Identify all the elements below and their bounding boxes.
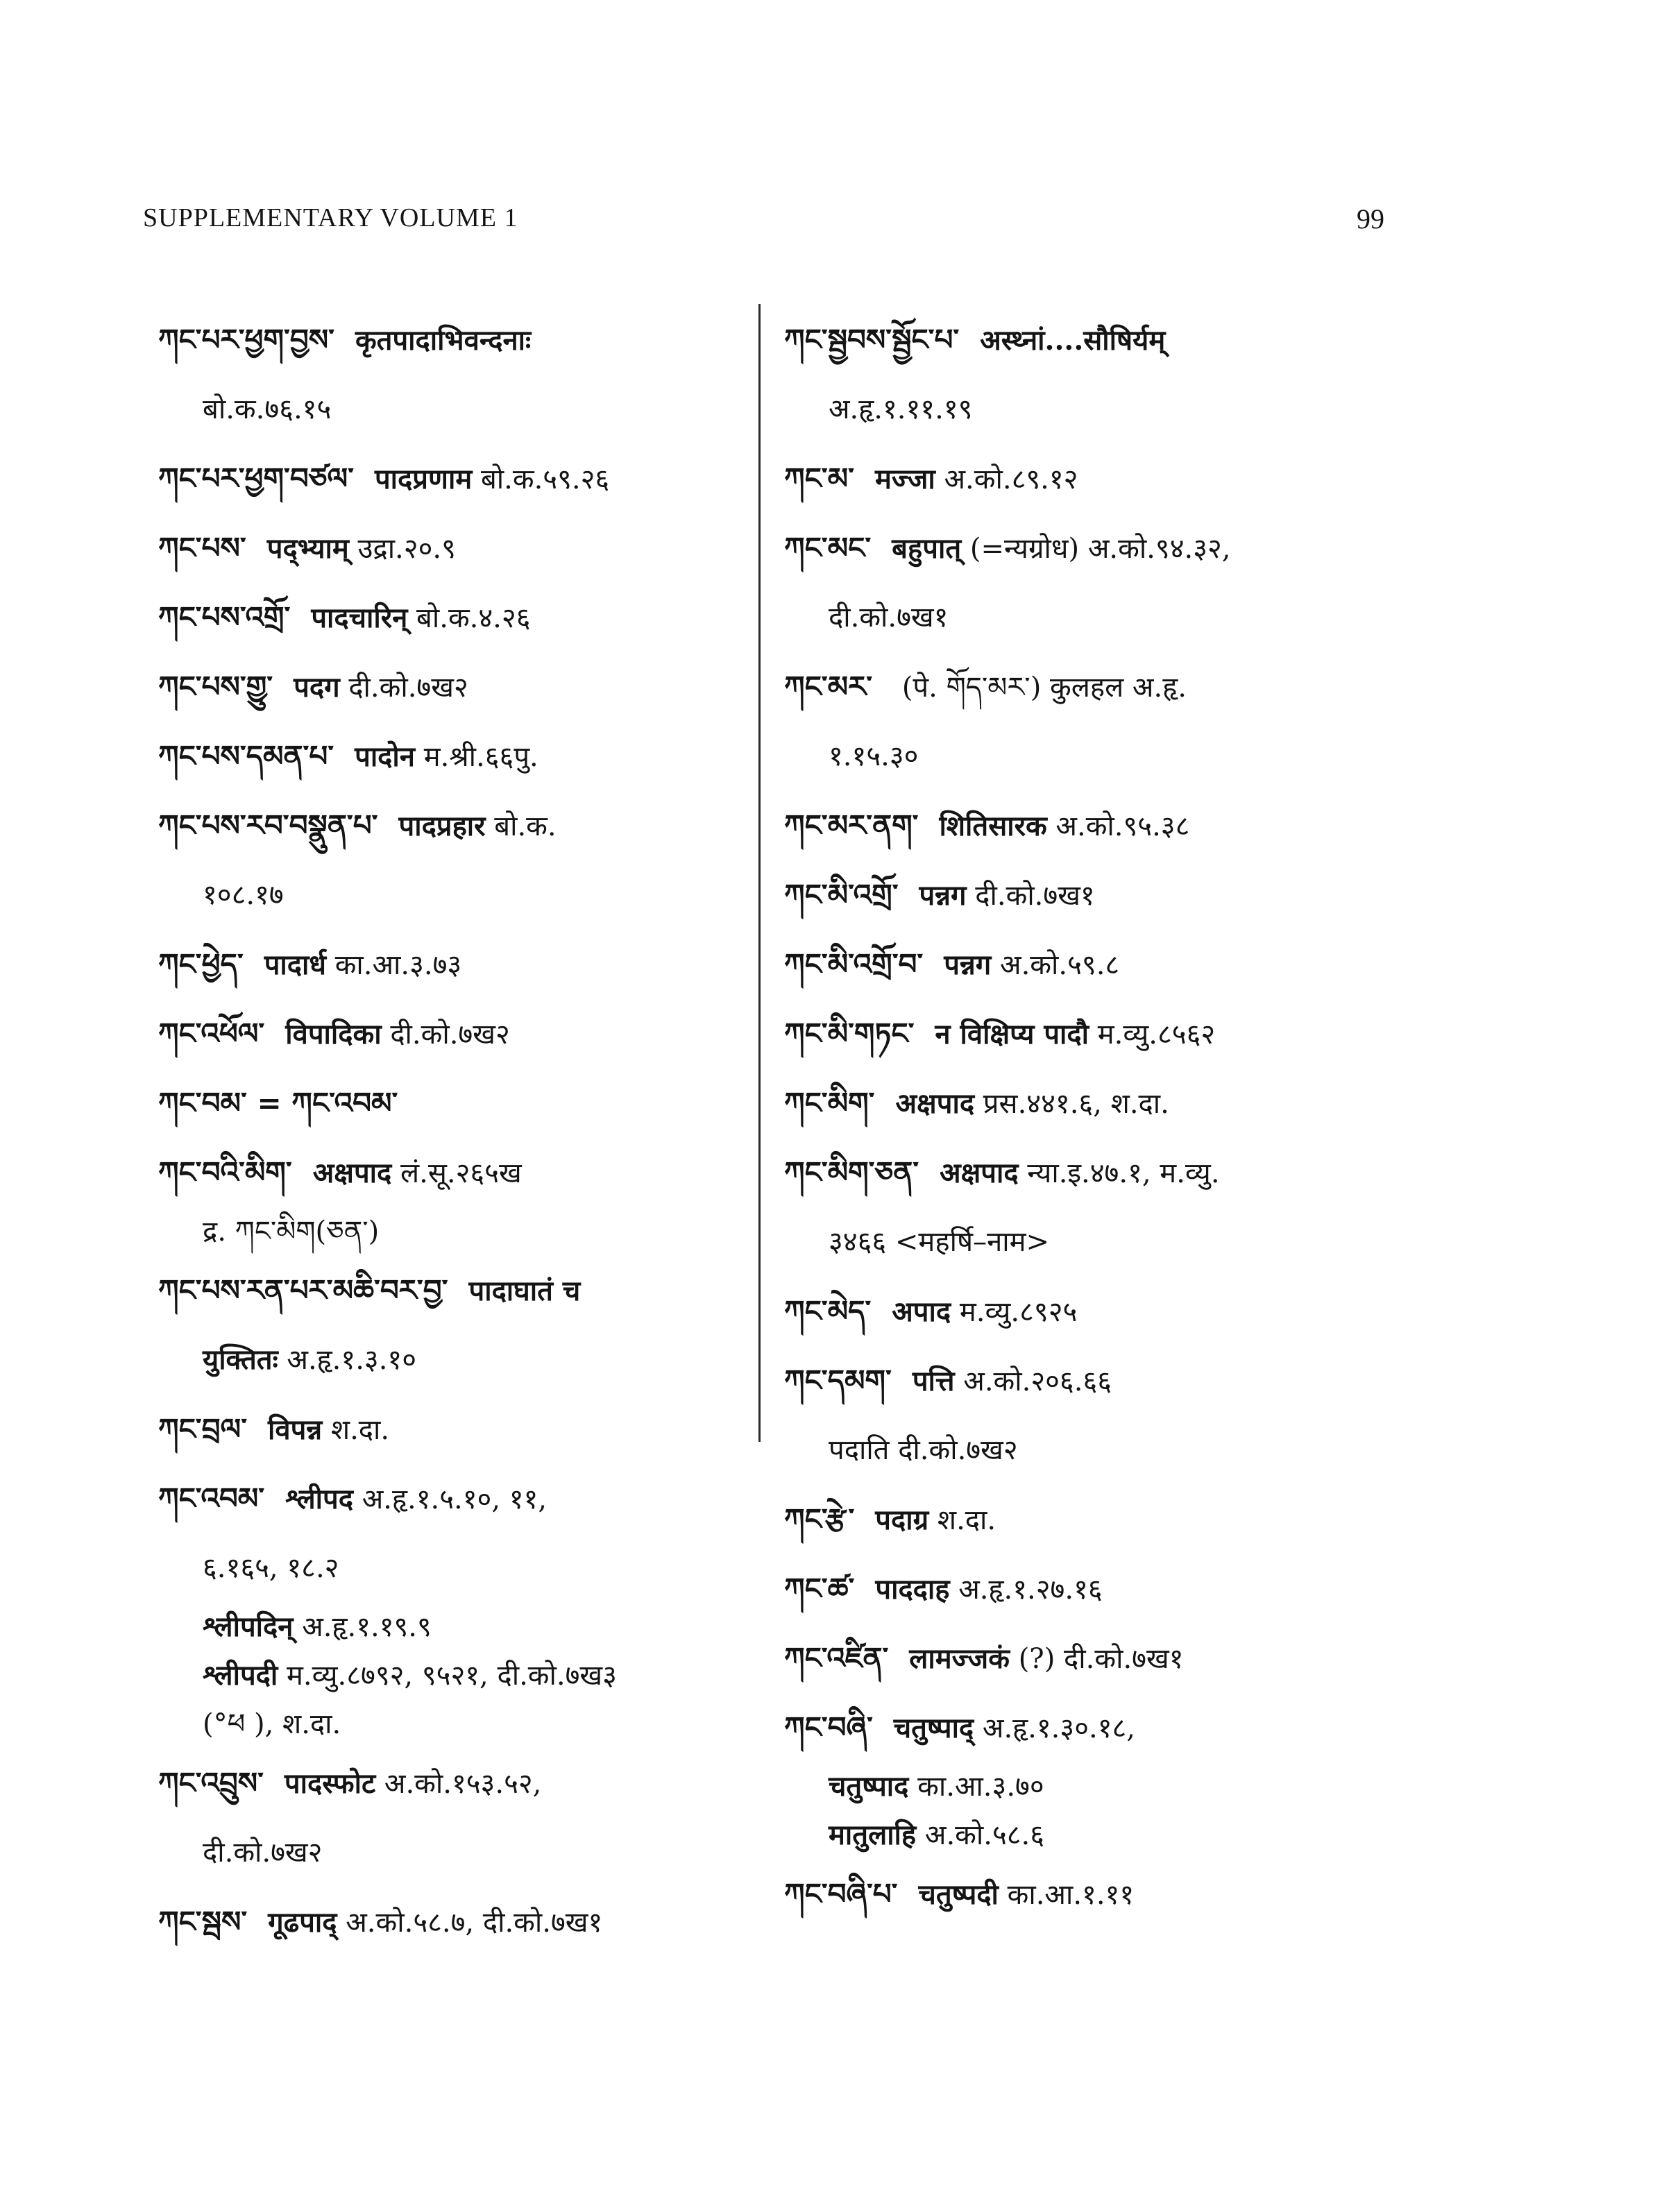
tibetan-headword: ཀང་པས་རབ་བསྣུན་པ་ bbox=[158, 808, 378, 842]
entry-line bbox=[784, 930, 1409, 999]
dictionary-entry bbox=[784, 791, 1409, 860]
sanskrit-equivalent: विपादिका bbox=[285, 1018, 382, 1050]
dictionary-entry bbox=[158, 1395, 762, 1464]
source-reference: अ.हृ.१.३.१० bbox=[287, 1344, 417, 1376]
source-reference: (?) दी.को.७ख१ bbox=[1018, 1643, 1184, 1675]
source-reference: अ.हृ.१.११.१९ bbox=[829, 393, 973, 425]
dictionary-entry bbox=[158, 1138, 762, 1256]
source-reference: अ.को.८९.१२ bbox=[944, 463, 1078, 495]
entry-line bbox=[158, 305, 762, 375]
sanskrit-equivalent: विपन्न bbox=[268, 1413, 323, 1446]
sanskrit-equivalent: पाददाह bbox=[875, 1573, 950, 1606]
sanskrit-equivalent: चतुष्पदी bbox=[918, 1878, 999, 1911]
source-reference: दी.को.७ख१ bbox=[975, 880, 1095, 912]
entry-line bbox=[784, 1624, 1409, 1693]
entry-line bbox=[784, 1485, 1409, 1554]
sanskrit-equivalent: लामज्जकं bbox=[909, 1642, 1010, 1675]
source-reference: उद्रा.२०.९ bbox=[357, 533, 456, 565]
sanskrit-equivalent: अक्षपाद bbox=[312, 1157, 392, 1189]
page-number: 99 bbox=[1357, 203, 1384, 235]
tibetan-headword: ཀང་སྦས་ bbox=[158, 1905, 248, 1939]
source-reference: अ.को.१५३.५२, bbox=[384, 1768, 542, 1800]
entry-continuation bbox=[784, 1207, 1409, 1277]
dictionary-entry bbox=[158, 1464, 762, 1749]
dictionary-entry bbox=[158, 791, 762, 930]
tibetan-headword: ཀང་མེད་ bbox=[784, 1294, 872, 1328]
sanskrit-equivalent: अक्षपाद bbox=[895, 1087, 975, 1120]
entry-continuation bbox=[784, 1415, 1409, 1485]
dictionary-entry bbox=[158, 1887, 762, 1957]
entry-continuation bbox=[158, 1603, 762, 1651]
entry-continuation bbox=[158, 1818, 762, 1887]
tibetan-headword: ཀང་ཚ་ bbox=[784, 1572, 855, 1606]
entry-line bbox=[158, 1749, 762, 1818]
entry-line bbox=[784, 444, 1409, 513]
tibetan-headword: ཀང་ཕྱེད་ bbox=[158, 947, 244, 981]
entry-line bbox=[784, 305, 1409, 375]
sanskrit-equivalent: पत्ति bbox=[912, 1365, 955, 1397]
tibetan-headword: ཀང་པས་འགྲོ་ bbox=[158, 600, 291, 634]
tibetan-headword: ཀང་མིག་ཅན་ bbox=[784, 1155, 919, 1189]
dictionary-entry bbox=[158, 652, 762, 722]
sanskrit-equivalent: गूढपाद् bbox=[268, 1906, 337, 1939]
entry-line bbox=[158, 999, 762, 1069]
column-divider bbox=[758, 304, 761, 1442]
source-reference: अ.हृ.१.५.१०, ११, bbox=[362, 1483, 548, 1515]
dictionary-entry bbox=[158, 1749, 762, 1887]
entry-continuation bbox=[158, 1325, 762, 1395]
source-reference: बो.क.४.२६ bbox=[416, 602, 531, 634]
entry-continuation bbox=[158, 375, 762, 444]
source-reference: का.आ.१.११ bbox=[1007, 1879, 1135, 1911]
entry-line bbox=[158, 791, 762, 860]
source-reference: बो.क.७६.१५ bbox=[203, 393, 332, 425]
source-reference: दी.को.७ख२ bbox=[203, 1837, 323, 1869]
entry-continuation bbox=[158, 1700, 762, 1749]
tibetan-headword: ཀང་མར་ bbox=[784, 670, 873, 704]
sanskrit-equivalent: पादस्फोट bbox=[284, 1767, 376, 1800]
tibetan-headword: ཀང་བྲལ་ bbox=[158, 1412, 248, 1446]
sanskrit-equivalent: मातुलाहि bbox=[829, 1819, 917, 1851]
sanskrit-equivalent: पादचारिन् bbox=[311, 602, 408, 634]
sanskrit-equivalent: पादप्रहार bbox=[398, 810, 486, 842]
sanskrit-equivalent: पादाघातं च bbox=[468, 1275, 581, 1307]
dictionary-entry bbox=[784, 999, 1409, 1069]
source-reference: का.आ.३.७३ bbox=[334, 949, 462, 981]
source-reference: दी.को.७ख२ bbox=[348, 672, 468, 704]
tibetan-headword: ཀང་དམག་ bbox=[784, 1363, 892, 1397]
source-reference: दी.को.७ख२ bbox=[390, 1019, 510, 1050]
dictionary-entry bbox=[784, 1485, 1409, 1554]
source-reference: प्रस.४४१.६, श.दा. bbox=[983, 1088, 1169, 1120]
entry-line bbox=[784, 791, 1409, 860]
tibetan-headword: ཀང་འབམ་ bbox=[158, 1481, 265, 1515]
entry-line bbox=[158, 1887, 762, 1957]
tibetan-headword: ཀང་བཞི་པ་ bbox=[784, 1877, 898, 1911]
source-reference: बो.क. bbox=[494, 810, 557, 842]
entry-line bbox=[158, 722, 762, 791]
dictionary-entry bbox=[158, 930, 762, 999]
entry-line bbox=[784, 1693, 1409, 1762]
dictionary-entry bbox=[784, 1860, 1409, 1929]
dictionary-entry bbox=[784, 1554, 1409, 1624]
dictionary-entry bbox=[784, 1624, 1409, 1693]
sanskrit-equivalent: अक्षपाद bbox=[940, 1157, 1019, 1189]
tibetan-headword: ཀང་མིག་ bbox=[784, 1086, 875, 1120]
source-reference: १०८.१७ bbox=[203, 879, 284, 911]
source-reference: दी.को.७ख१ bbox=[829, 602, 949, 633]
entry-continuation bbox=[158, 1651, 762, 1700]
dictionary-entry bbox=[158, 722, 762, 791]
sanskrit-equivalent: श्लीपदी bbox=[203, 1659, 278, 1692]
source-reference: म.श्री.६६पु. bbox=[423, 741, 538, 773]
dictionary-entry bbox=[784, 1346, 1409, 1485]
entry-line bbox=[158, 1395, 762, 1464]
dictionary-entry bbox=[784, 1138, 1409, 1277]
left-column bbox=[158, 305, 762, 1957]
entry-line bbox=[784, 1554, 1409, 1624]
dictionary-entry bbox=[784, 930, 1409, 999]
entry-line bbox=[784, 1346, 1409, 1415]
running-head: SUPPLEMENTARY VOLUME 1 bbox=[143, 203, 518, 232]
source-reference: अ.को.५८.७, दी.को.७ख१ bbox=[346, 1907, 603, 1939]
sanskrit-equivalent: बहुपात् bbox=[892, 532, 962, 565]
tibetan-headword: ཀང་པས་རན་པར་མཆི་བར་བྱ་ bbox=[158, 1273, 448, 1307]
dictionary-entry bbox=[158, 513, 762, 583]
source-reference: अ.को.५८.६ bbox=[924, 1819, 1045, 1851]
source-reference: अ.को.५९.८ bbox=[1000, 949, 1120, 981]
source-reference: (°ཕ ), श.दा. bbox=[203, 1708, 341, 1740]
entry-line bbox=[784, 1860, 1409, 1929]
source-reference: म.व्यु.८९२५ bbox=[959, 1296, 1078, 1328]
entry-line bbox=[784, 999, 1409, 1069]
tibetan-headword: ཀང་རྩེ་ bbox=[784, 1502, 855, 1536]
sanskrit-equivalent: कृतपादाभिवन्दनाः bbox=[355, 324, 532, 357]
sanskrit-equivalent: श्लीपद bbox=[285, 1483, 353, 1515]
entry-line bbox=[784, 1069, 1409, 1138]
sanskrit-equivalent: पद्भ्याम् bbox=[266, 532, 349, 565]
tibetan-headword: ཀང་སྦྱབས་སྦྱོང་པ་ bbox=[784, 323, 960, 357]
tibetan-headword: ཀང་མར་ནག་ bbox=[784, 808, 919, 842]
source-reference: अ.को.२०६.६६ bbox=[963, 1366, 1112, 1397]
tibetan-headword: ཀང་པས་དམན་པ་ bbox=[158, 739, 334, 773]
entry-continuation bbox=[784, 583, 1409, 652]
dictionary-entry bbox=[158, 305, 762, 444]
dictionary-entry bbox=[784, 513, 1409, 652]
source-reference: अ.हृ.१.३०.१८, bbox=[982, 1712, 1136, 1744]
entry-line bbox=[158, 583, 762, 652]
entry-line bbox=[158, 513, 762, 583]
source-reference: म.व्यु.८५६२ bbox=[1097, 1019, 1216, 1050]
entry-line bbox=[158, 1138, 762, 1207]
source-reference: लं.सू.२६५ख bbox=[400, 1157, 522, 1189]
sanskrit-equivalent: शितिसारक bbox=[939, 810, 1047, 842]
tibetan-headword: ཀང་མང་ bbox=[784, 531, 872, 565]
tibetan-headword: ཀང་བམ་ = ཀང་འབམ་ bbox=[158, 1086, 398, 1120]
source-reference: अ.को.९५.३८ bbox=[1055, 810, 1190, 842]
tibetan-headword: ཀང་འཕོལ་ bbox=[158, 1016, 265, 1050]
source-reference: ६.१६५, १८.२ bbox=[203, 1552, 339, 1584]
tibetan-headword: ཀང་མ་ bbox=[784, 461, 854, 495]
source-reference: पदाति दी.को.७ख२ bbox=[829, 1434, 1018, 1466]
sanskrit-equivalent: पदग bbox=[294, 671, 340, 704]
source-reference: (=न्यग्रोध) अ.को.९४.३२, bbox=[969, 533, 1231, 565]
source-reference: श.दा. bbox=[937, 1504, 996, 1536]
entry-continuation bbox=[784, 722, 1409, 791]
source-reference: न्या.इ.४७.१, म.व्यु. bbox=[1027, 1157, 1220, 1189]
entry-continuation bbox=[784, 375, 1409, 444]
dictionary-entry bbox=[784, 1069, 1409, 1138]
entry-line bbox=[784, 652, 1409, 722]
tibetan-headword: ཀང་པས་གྱུ་ bbox=[158, 670, 273, 704]
dictionary-entry bbox=[784, 444, 1409, 513]
source-reference: ३४६६ <महर्षि–नाम> bbox=[829, 1226, 1050, 1258]
entry-line bbox=[784, 513, 1409, 583]
tibetan-headword: ཀང་པས་ bbox=[158, 531, 246, 565]
sanskrit-equivalent: पन्नग bbox=[919, 879, 967, 912]
tibetan-headword: ཀང་པར་ཕྱག་བྱས་ bbox=[158, 323, 334, 357]
source-reference: का.आ.३.७० bbox=[917, 1771, 1044, 1803]
dictionary-entry bbox=[158, 583, 762, 652]
source-reference: म.व्यु.८७९२, ९५२१, दी.को.७ख३ bbox=[287, 1660, 617, 1692]
sanskrit-equivalent: युक्तितः bbox=[203, 1343, 278, 1376]
entry-continuation bbox=[784, 1811, 1409, 1860]
right-column bbox=[784, 305, 1409, 1929]
source-reference: श.दा. bbox=[330, 1414, 390, 1446]
sanskrit-equivalent: पादार्ध bbox=[264, 948, 326, 981]
entry-line bbox=[784, 860, 1409, 930]
tibetan-headword: ཀང་མི་འགྲོ་ bbox=[784, 878, 899, 912]
tibetan-headword: ཀང་འབྲུས་ bbox=[158, 1766, 264, 1800]
sanskrit-equivalent: पादोन bbox=[355, 740, 415, 773]
source-reference: द्र. ཀང་མིག(ཅན་) bbox=[203, 1216, 380, 1248]
dictionary-entry bbox=[784, 1693, 1409, 1860]
entry-line bbox=[158, 930, 762, 999]
entry-line bbox=[784, 1138, 1409, 1207]
source-reference: बो.क.५९.२६ bbox=[480, 463, 610, 495]
tibetan-headword: ཀང་བཞི་ bbox=[784, 1710, 873, 1744]
sanskrit-equivalent: मज्जा bbox=[874, 463, 935, 495]
sanskrit-equivalent: चतुष्पाद bbox=[829, 1770, 909, 1803]
dictionary-entry bbox=[158, 444, 762, 513]
sanskrit-equivalent: पदाग्र bbox=[875, 1504, 929, 1536]
tibetan-headword: ཀང་མི་གཏང་ bbox=[784, 1016, 915, 1050]
dictionary-entry bbox=[158, 999, 762, 1069]
source-reference: अ.हृ.१.१९.९ bbox=[302, 1611, 432, 1643]
sanskrit-equivalent: अस्थ्नां....सौषिर्यम् bbox=[980, 324, 1166, 357]
dictionary-entry bbox=[784, 860, 1409, 930]
tibetan-headword: ཀང་མི་འགྲོ་བ་ bbox=[784, 947, 924, 981]
sanskrit-equivalent: पादप्रणाम bbox=[374, 463, 473, 495]
dictionary-entry bbox=[158, 1256, 762, 1395]
source-reference: १.१५.३० bbox=[829, 740, 919, 772]
entry-line bbox=[158, 1069, 762, 1138]
source-reference: (पे. གོད་མར་) कुलहल अ.हृ. bbox=[901, 672, 1187, 704]
entry-line bbox=[158, 1256, 762, 1325]
tibetan-headword: ཀང་པར་ཕྱག་བཙལ་ bbox=[158, 461, 354, 495]
entry-line bbox=[158, 1464, 762, 1533]
entry-line bbox=[158, 444, 762, 513]
dictionary-entry bbox=[158, 1069, 762, 1138]
sanskrit-equivalent: अपाद bbox=[892, 1295, 951, 1328]
entry-continuation bbox=[158, 1533, 762, 1603]
entry-continuation bbox=[158, 860, 762, 930]
entry-line bbox=[158, 652, 762, 722]
entry-continuation bbox=[158, 1207, 762, 1256]
sanskrit-equivalent: चतुष्पाद् bbox=[893, 1712, 974, 1744]
tibetan-headword: ཀང་འཛིན་ bbox=[784, 1641, 889, 1675]
sanskrit-equivalent: पन्नग bbox=[944, 948, 992, 981]
sanskrit-equivalent: न विक्षिप्य पादौ bbox=[935, 1018, 1089, 1050]
dictionary-entry bbox=[784, 652, 1409, 791]
entry-continuation bbox=[784, 1762, 1409, 1811]
source-reference: अ.हृ.१.२७.१६ bbox=[958, 1574, 1103, 1606]
dictionary-entry bbox=[784, 1277, 1409, 1346]
sanskrit-equivalent: श्लीपदिन् bbox=[203, 1610, 294, 1643]
tibetan-headword: ཀང་བའི་མིག་ bbox=[158, 1155, 292, 1189]
dictionary-entry bbox=[784, 305, 1409, 444]
entry-line bbox=[784, 1277, 1409, 1346]
